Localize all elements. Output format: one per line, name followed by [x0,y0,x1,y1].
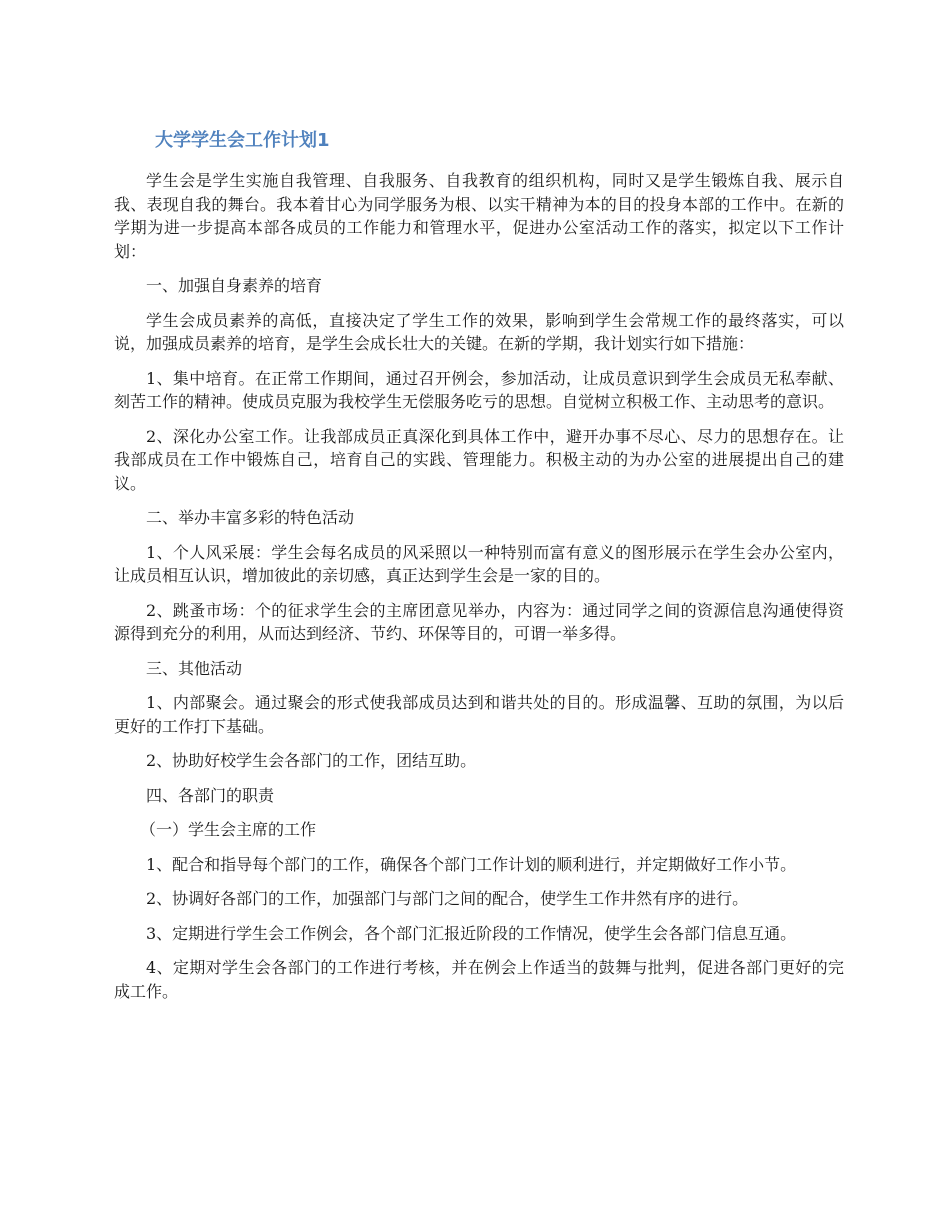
section-2-item-2: 2、跳蚤市场：个的征求学生会的主席团意见举办，内容为：通过同学之间的资源信息沟通使得资源得到充分的利用，从而达到经济、节约、环保等目的，可谓一举多得。 [114,600,844,643]
section-1-item-2: 2、深化办公室工作。让我部成员正真深化到具体工作中，避开办事不尽心、尽力的思想存在。让我部成员在工作中锻炼自己，培育自己的实践、管理能力。积极主动的为办公室的进展提出自己的建议。 [114,426,844,493]
section-heading-2: 二、举办丰富多彩的特色活动 [146,508,355,527]
chairman-item-4: 4、定期对学生会各部门的工作进行考核，并在例会上作适当的鼓舞与批判，促进各部门更好的完成工作。 [114,958,844,1001]
section-1-intro: 学生会成员素养的高低，直接决定了学生工作的效果，影响到学生会常规工作的最终落实，可以说，加强成员素养的培育，是学生会成长壮大的关键。在新的学期，我计划实行如下措施： [114,310,844,353]
section-2-item-1: 1、个人风采展：学生会每名成员的风采照以一种特别而富有意义的图形展示在学生会办公室内，让成员相互认识，增加彼此的亲切感，真正达到学生会是一家的目的。 [114,542,844,585]
section-heading-1: 一、加强自身素养的培育 [146,276,323,295]
document-body [114,128,844,1014]
document-blocks [114,169,844,1003]
section-3-item-1: 1、内部聚会。通过聚会的形式使我部成员达到和谐共处的目的。形成温馨、互助的氛围，为以后更好的工作打下基础。 [114,693,844,736]
document-title: 大学学生会工作计划1 [155,130,330,151]
chairman-item-2: 2、协调好各部门的工作，加强部门与部门之间的配合，使学生工作井然有序的进行。 [146,889,749,908]
section-heading-4: 四、各部门的职责 [146,785,275,805]
chairman-item-1: 1、配合和指导每个部门的工作，确保各个部门工作计划的顺利进行，并定期做好工作小节。 [146,854,797,874]
intro-paragraph: 学生会是学生实施自我管理、自我服务、自我教育的组织机构，同时又是学生锻炼自我、展示自我、表现自我的舞台。我本着甘心为同学服务为根、以实干精神为本的目的投身本部的工作中。在新的学期为进一步提高本部各成员的工作能力和管理水平，促进办公室活动工作的落实，拟定以下工作计划： [114,171,844,261]
chairman-item-3: 3、定期进行学生会工作例会，各个部门汇报近阶段的工作情况，使学生会各部门信息互通。 [146,923,797,943]
subsection-heading-chairman: （一）学生会主席的工作 [140,820,317,839]
section-1-item-1: 1、集中培育。在正常工作期间，通过召开例会，参加活动，让成员意识到学生会成员无私奉献、刻苦工作的精神。使成员克服为我校学生无偿服务吃亏的思想。自觉树立积极工作、主动思考的意识。 [114,368,844,411]
section-heading-3: 三、其他活动 [146,658,243,678]
section-3-item-2: 2、协助好校学生会各部门的工作，团结互助。 [146,751,477,770]
